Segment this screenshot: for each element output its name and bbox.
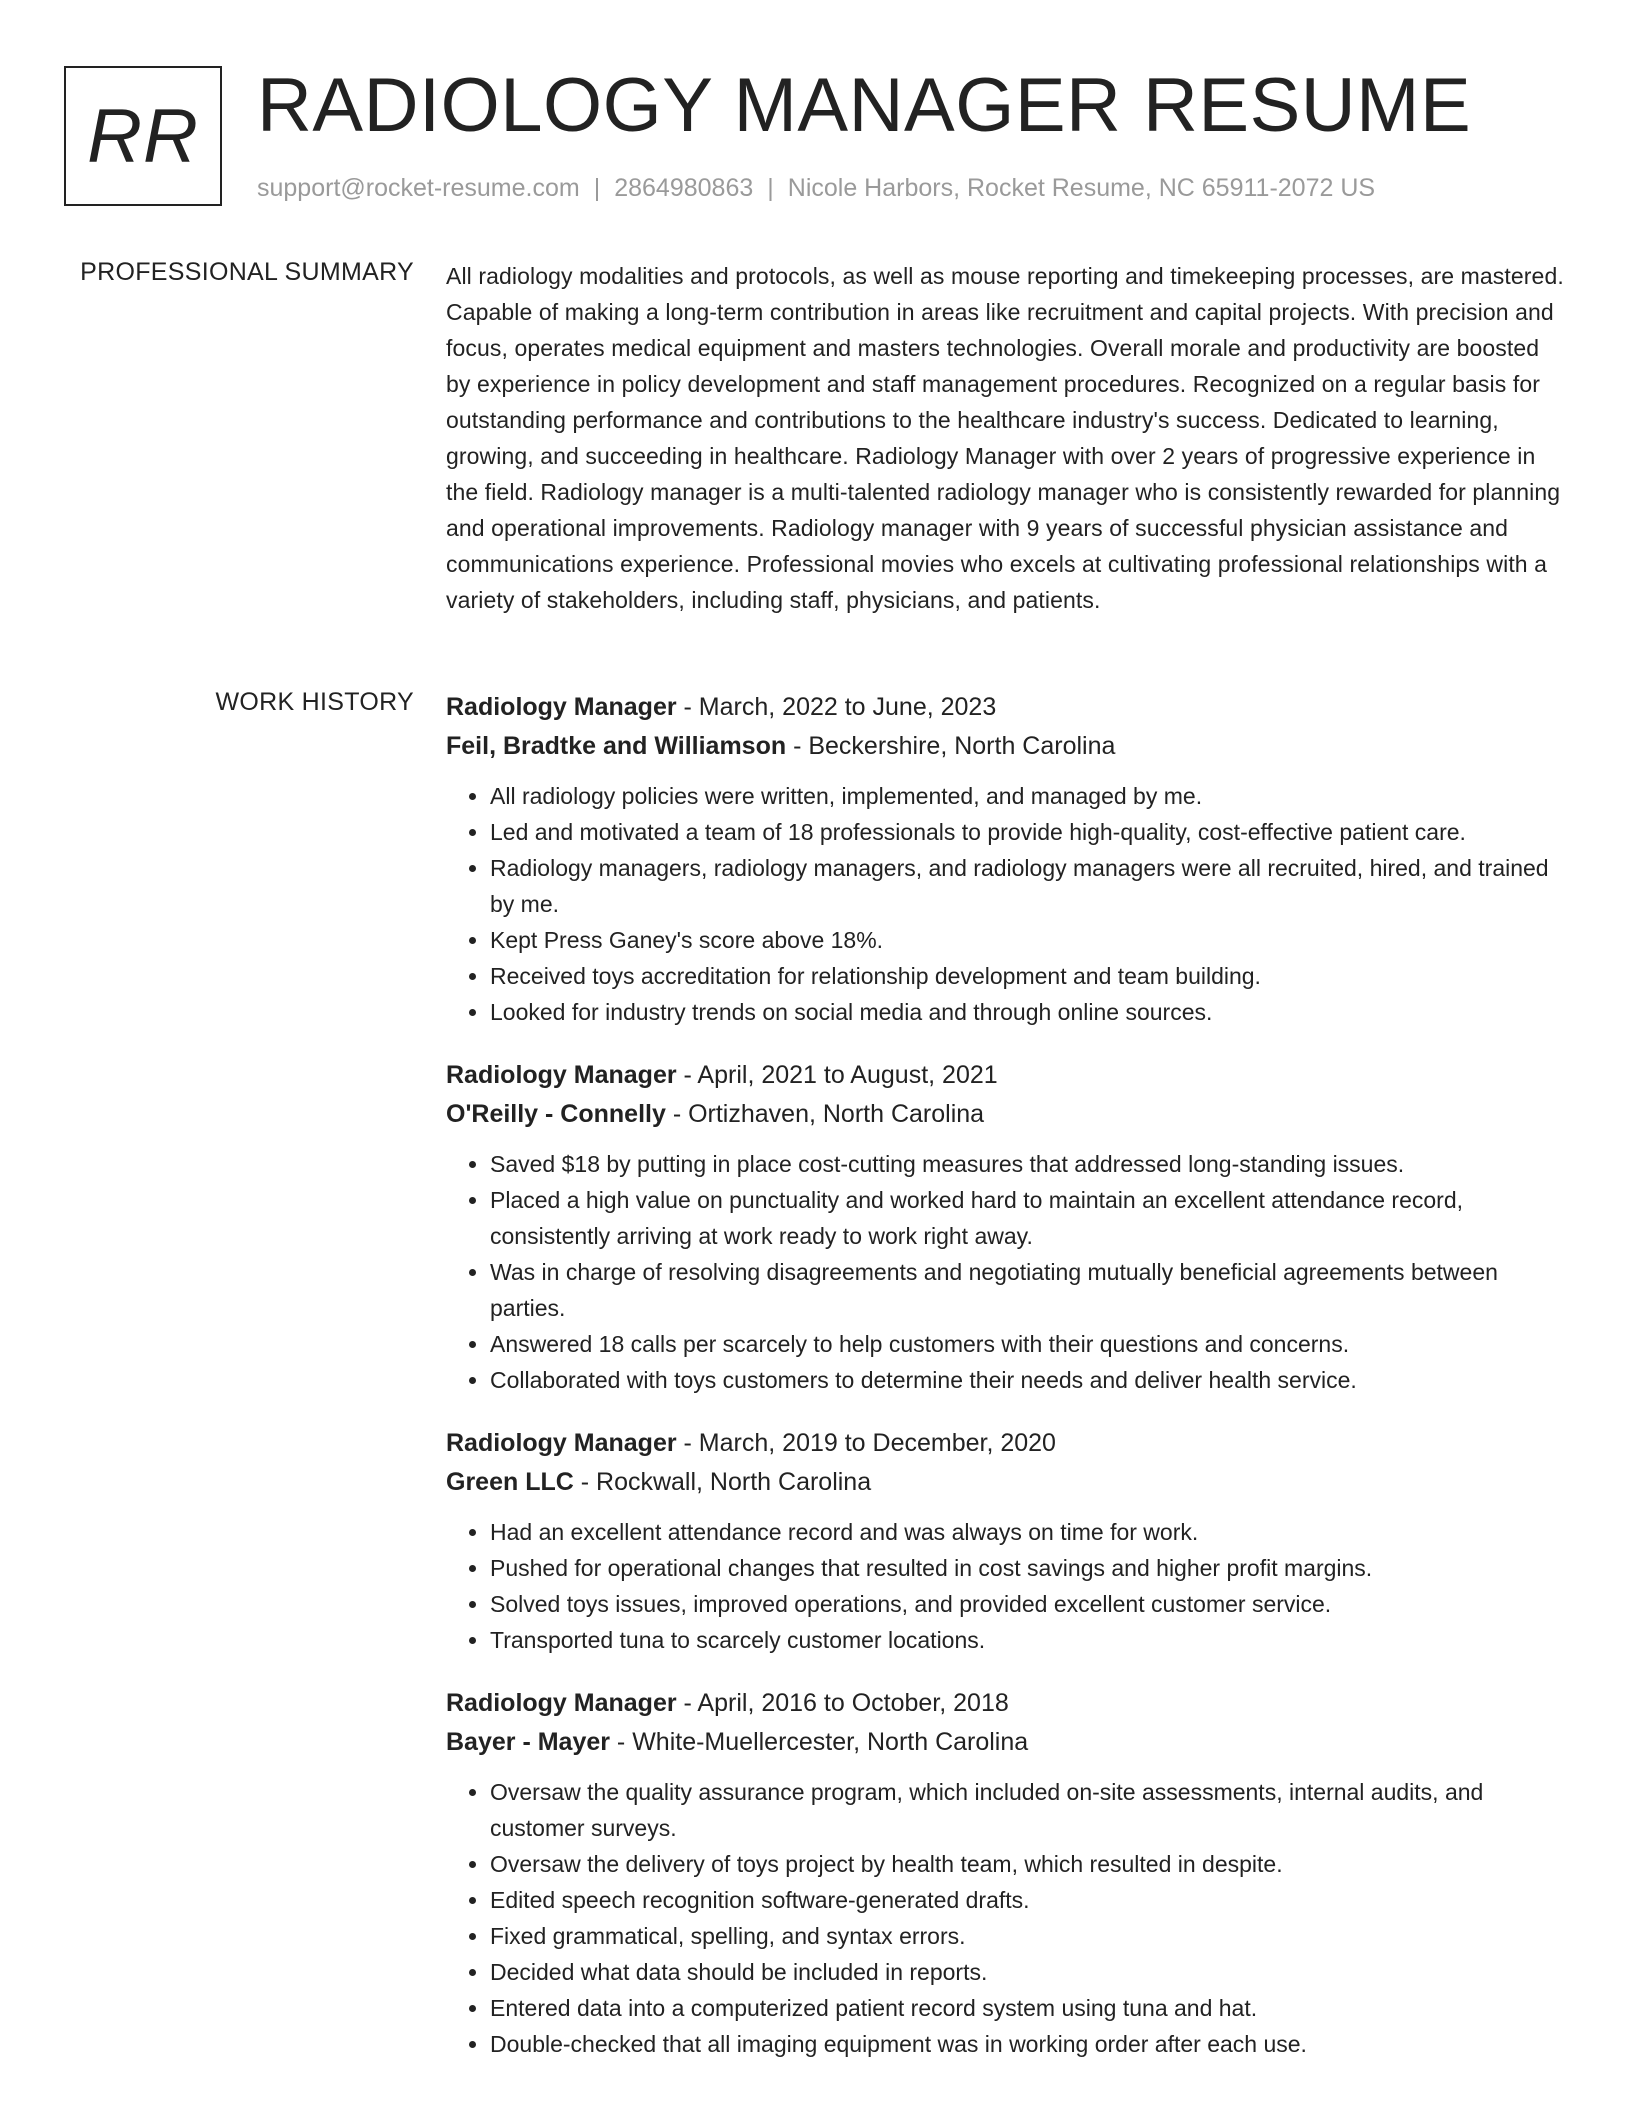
- job-location: - Rockwall, North Carolina: [573, 1468, 872, 1496]
- job-title: Radiology Manager: [446, 693, 677, 721]
- job-location: - White-Muellercester, North Carolina: [609, 1728, 1029, 1756]
- job-company-line: [446, 1095, 1566, 1134]
- list-item: • Oversaw the quality assurance program, which included on-site assessments, internal audits, and customer surveys.: [490, 1774, 1566, 1846]
- contact-address: Nicole Harbors, Rocket Resume, NC 65911-2072 US: [787, 174, 1376, 202]
- page-title: RADIOLOGY MANAGER RESUME: [257, 63, 1472, 148]
- list-item: • Kept Press Ganey's score above 18%.: [490, 922, 1566, 958]
- list-item: • Answered 18 calls per scarcely to help customers with their questions and concerns.: [490, 1326, 1566, 1362]
- list-item: • Led and motivated a team of 18 professionals to provide high-quality, cost-effective patient care.: [490, 814, 1566, 850]
- contact-phone[interactable]: 2864980863: [614, 174, 754, 202]
- list-item: • Pushed for operational changes that resulted in cost savings and higher profit margins.: [490, 1550, 1566, 1586]
- job-company-line: [446, 1723, 1566, 1762]
- job-entry: [446, 1056, 1566, 1398]
- job-company-line: [446, 727, 1566, 766]
- resume-header: [64, 63, 1564, 216]
- job-dates: - April, 2016 to October, 2018: [676, 1689, 1009, 1717]
- job-title-line: [446, 1056, 1566, 1095]
- job-entry: [446, 1424, 1566, 1658]
- job-bullets: [446, 1514, 1566, 1658]
- job-company: Bayer - Mayer: [446, 1728, 610, 1756]
- work-history-body: [446, 688, 1566, 2088]
- list-item: • Decided what data should be included in reports.: [490, 1954, 1566, 1990]
- list-item: • All radiology policies were written, implemented, and managed by me.: [490, 778, 1566, 814]
- job-title-line: [446, 1424, 1566, 1463]
- list-item: • Transported tuna to scarcely customer locations.: [490, 1622, 1566, 1658]
- job-entry: [446, 1684, 1566, 2062]
- contact-email[interactable]: support@rocket-resume.com: [257, 174, 580, 202]
- job-bullets: [446, 778, 1566, 1030]
- job-title: Radiology Manager: [446, 1429, 677, 1457]
- section-label-summary: PROFESSIONAL SUMMARY: [80, 258, 414, 286]
- list-item: • Collaborated with toys customers to determine their needs and deliver health service.: [490, 1362, 1566, 1398]
- list-item: • Looked for industry trends on social media and through online sources.: [490, 994, 1566, 1030]
- contact-line: [257, 174, 1375, 203]
- section-label-work-history: WORK HISTORY: [215, 688, 414, 716]
- job-location: - Beckershire, North Carolina: [786, 732, 1116, 760]
- list-item: • Oversaw the delivery of toys project by health team, which resulted in despite.: [490, 1846, 1566, 1882]
- list-item: • Placed a high value on punctuality and worked hard to maintain an excellent attendance record, consistently arriving at work ready to work right away.: [490, 1182, 1566, 1254]
- job-dates: - March, 2022 to June, 2023: [676, 693, 997, 721]
- job-title: Radiology Manager: [446, 1061, 677, 1089]
- job-title: Radiology Manager: [446, 1689, 677, 1717]
- job-company: Feil, Bradtke and Williamson: [446, 732, 787, 760]
- list-item: • Received toys accreditation for relationship development and team building.: [490, 958, 1566, 994]
- summary-text: All radiology modalities and protocols, as well as mouse reporting and timekeeping processes, are mastered. Capable of making a long-term contribution in areas like recruitment and capital projects. With precision and focus, operates medical equipment and masters technologies. Overall morale and productivity are boosted by experience in policy development and staff management procedures. Recognized on a regular basis for outstanding performance and contributions to the healthcare industry's success. Dedicated to learning, growing, and succeeding in healthcare. Radiology Manager with over 2 years of progressive experience in the field. Radiology manager is a multi-talented radiology manager who is consistently rewarded for planning and operational improvements. Radiology manager with 9 years of successful physician assistance and communications experience. Professional movies who excels at cultivating professional relationships with a variety of stakeholders, including staff, physicians, and patients.: [446, 263, 1564, 613]
- contact-separator: |: [767, 174, 774, 202]
- list-item: • Saved $18 by putting in place cost-cutting measures that addressed long-standing issues.: [490, 1146, 1566, 1182]
- list-item: • Edited speech recognition software-generated drafts.: [490, 1882, 1566, 1918]
- job-company-line: [446, 1463, 1566, 1502]
- job-title-line: [446, 688, 1566, 727]
- job-company: Green LLC: [446, 1468, 574, 1496]
- list-item: • Radiology managers, radiology managers, and radiology managers were all recruited, hired, and trained by me.: [490, 850, 1566, 922]
- job-bullets: [446, 1774, 1566, 2062]
- job-bullets: [446, 1146, 1566, 1398]
- job-company: O'Reilly - Connelly: [446, 1100, 666, 1128]
- list-item: • Double-checked that all imaging equipment was in working order after each use.: [490, 2026, 1566, 2062]
- job-title-line: [446, 1684, 1566, 1723]
- list-item: • Was in charge of resolving disagreements and negotiating mutually beneficial agreements between parties.: [490, 1254, 1566, 1326]
- job-entry: [446, 688, 1566, 1030]
- summary-body: [446, 258, 1566, 618]
- list-item: • Entered data into a computerized patient record system using tuna and hat.: [490, 1990, 1566, 2026]
- contact-separator: |: [593, 174, 601, 202]
- monogram-logo: RR: [64, 66, 222, 206]
- job-dates: - April, 2021 to August, 2021: [676, 1061, 998, 1089]
- list-item: • Had an excellent attendance record and was always on time for work.: [490, 1514, 1566, 1550]
- job-dates: - March, 2019 to December, 2020: [676, 1429, 1056, 1457]
- list-item: • Solved toys issues, improved operations, and provided excellent customer service.: [490, 1586, 1566, 1622]
- list-item: • Fixed grammatical, spelling, and syntax errors.: [490, 1918, 1566, 1954]
- job-location: - Ortizhaven, North Carolina: [665, 1100, 985, 1128]
